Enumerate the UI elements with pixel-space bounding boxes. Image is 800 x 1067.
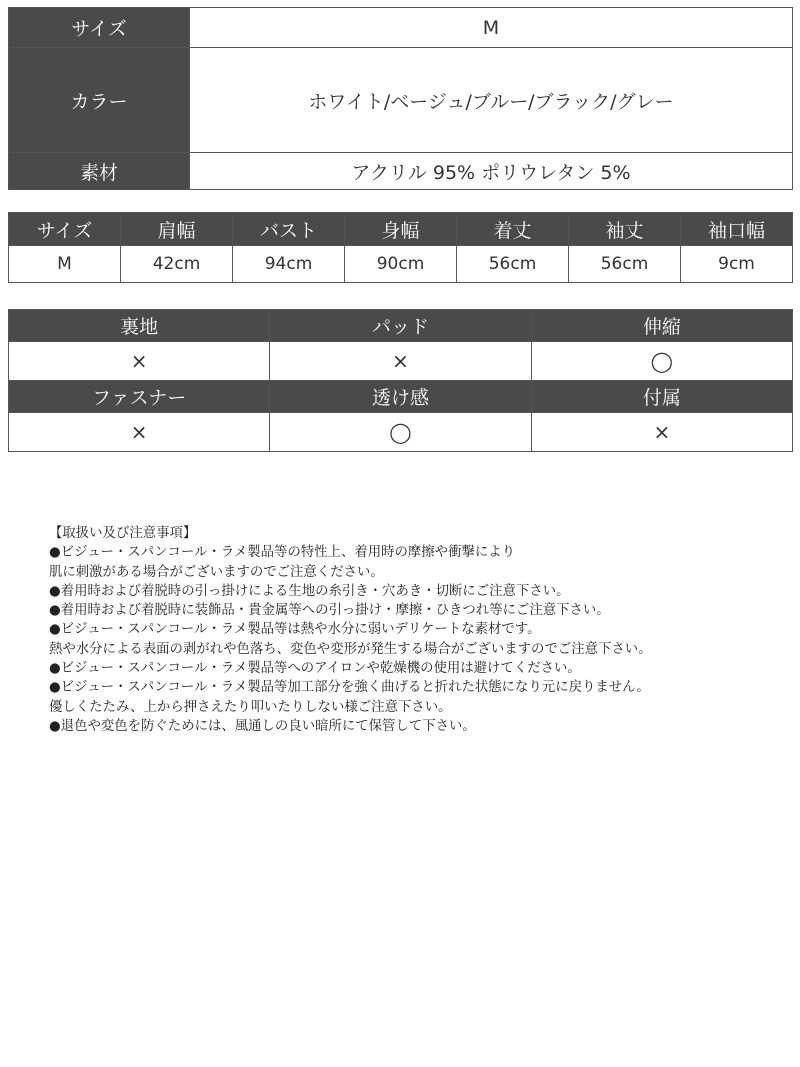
attr-value-row [9,342,793,381]
spec-size-label: サイズ [9,8,190,48]
attr-zipper-label: ファスナー [9,381,270,413]
care-notes [49,524,794,736]
care-note-line: 肌に刺激がある場合がございますのでご注意ください。 [49,564,384,580]
size-header-cell: 肩幅 [121,213,233,246]
size-header-cell: 袖丈 [569,213,681,246]
care-note-line: 優しくたたみ、上から押さえたり叩いたりしない様ご注意下さい。 [49,699,452,715]
care-note-line: ●ビジュー・スパンコール・ラメ製品等へのアイロンや乾燥機の使用は避けてください。 [49,661,581,677]
attr-sheer-value: ◯ [270,413,531,452]
care-notes-title: 【取扱い及び注意事項】 [49,526,197,541]
care-note-line: ●着用時および着脱時に装飾品・貴金属等への引っ掛け・摩擦・ひきつれ等にご注意下さい。 [49,603,610,619]
spec-row-size [9,8,793,48]
size-header-cell: 袖口幅 [681,213,793,246]
care-note-line: ●ビジュー・スパンコール・ラメ製品等の特性上、着用時の摩擦や衝撃により [49,545,516,561]
spec-material-label: 素材 [9,153,190,190]
size-value-cell: 90cm [345,246,457,283]
size-measurement-table [8,212,793,283]
attr-zipper-value: × [9,413,270,452]
spec-color-label: カラー [9,48,190,153]
attr-value-row [9,413,793,452]
spec-row-material [9,153,793,190]
attributes-table [8,309,793,452]
size-header-cell: 身幅 [345,213,457,246]
size-value-cell: 56cm [457,246,569,283]
size-value-cell: 42cm [121,246,233,283]
size-header-row [9,213,793,246]
care-note-line: ●着用時および着脱時の引っ掛けによる生地の糸引き・穴あき・切断にご注意下さい。 [49,583,570,599]
size-value-row [9,246,793,283]
size-header-cell: バスト [233,213,345,246]
care-note-line: ●ビジュー・スパンコール・ラメ製品等は熱や水分に弱いデリケートな素材です。 [49,622,541,638]
size-header-cell: サイズ [9,213,121,246]
spec-material-value: アクリル 95% ポリウレタン 5% [190,153,793,190]
size-value-cell: M [9,246,121,283]
attr-lining-value: × [9,342,270,381]
attr-accessory-label: 付属 [531,381,792,413]
product-spec-table [8,7,793,190]
attr-sheer-label: 透け感 [270,381,531,413]
attr-header-row [9,381,793,413]
spec-size-value: M [190,8,793,48]
attr-accessory-value: × [531,413,792,452]
attr-pad-value: × [270,342,531,381]
attr-stretch-value: ◯ [531,342,792,381]
care-note-line: ●ビジュー・スパンコール・ラメ製品等加工部分を強く曲げると折れた状態になり元に戻りません。 [49,680,650,696]
attr-lining-label: 裏地 [9,310,270,342]
size-value-cell: 94cm [233,246,345,283]
spec-row-color [9,48,793,153]
size-value-cell: 56cm [569,246,681,283]
size-header-cell: 着丈 [457,213,569,246]
attr-pad-label: パッド [270,310,531,342]
attr-header-row [9,310,793,342]
attr-stretch-label: 伸縮 [531,310,792,342]
care-note-line: 熱や水分による表面の剥がれや色落ち、変色や変形が発生する場合がございますのでご注意下さい。 [49,641,652,657]
size-value-cell: 9cm [681,246,793,283]
care-note-line: ●退色や変色を防ぐためには、風通しの良い暗所にて保管して下さい。 [49,718,476,734]
spec-color-value: ホワイト/ベージュ/ブルー/ブラック/グレー [190,48,793,153]
